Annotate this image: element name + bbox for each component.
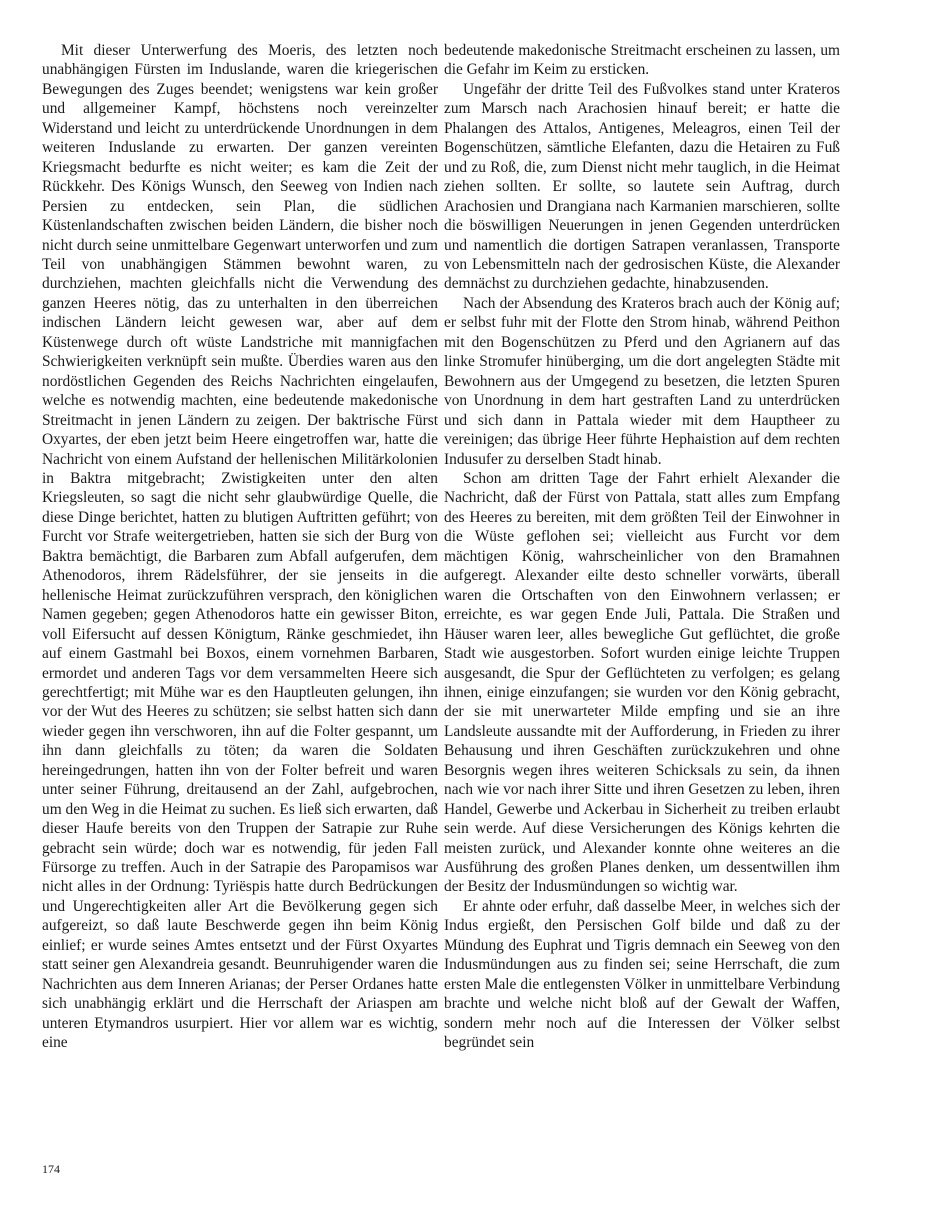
paragraph: Schon am dritten Tage der Fahrt erhielt Alexander die Nachricht, daß der Fürst von Pattala, statt alles zum Empfang des Heeres zu bereiten, mit dem größten Teil der Einwohner in die Wüste geflohen sei; vielleicht aus Furcht vor dem mächtigen König, wahrscheinlicher von den Bramahnen aufgeregt. Alexander eilte desto schneller vorwärts, überall waren die Ortschaften von den Einwohnern verlassen; er erreichte, es war gegen Ende Juli, Pattala. Die Straßen und Häuser waren leer, alles bewegliche Gut geflüchtet, die große Stadt wie ausgestorben. Sofort wurden einige leichte Truppen ausgesandt, die Spur der Geflüchteten zu verfolgen; es gelang ihnen, einige einzufangen; sie wurden vor den König gebracht, der sie mit unerwarteter Milde empfing und sie an ihre Landsleute aussandte mit der Aufforderung, in Frieden zu ihrer Behausung und ihren Geschäften zurückzukehren und ohne Besorgnis wegen ihres weiteren Schicksals zu sein, da ihnen nach wie vor nach ihrer Sitte und ihren Gesetzen zu leben, ihren Handel, Gewerbe und Ackerbau in Sicherheit zu treiben erlaubt sein werde. Auf diese Versicherungen des Königs kehrten die meisten zurück, und Alexander konnte ohne weiteres an die Ausführung des großen Planes denken, um dessentwillen ihm der Besitz der Indusmündungen so wichtig war. (444, 469, 840, 896)
page-number: 174 (42, 1162, 60, 1176)
paragraph: Ungefähr der dritte Teil des Fußvolkes stand unter Krateros zum Marsch nach Arachosien hinauf bereit; er hatte die Phalangen des Attalos, Antigenes, Meleagros, einen Teil der Bogenschützen, sämtliche Elefanten, dazu die Hetairen zu Fuß und zu Roß, die, zum Dienst nicht mehr tauglich, in die Heimat ziehen sollten. Er sollte, so lautete sein Auftrag, durch Arachosien und Drangiana nach Karmanien marschieren, sollte die böswilligen Neuerungen in jenen Gegenden unterdrücken und namentlich die dortigen Satrapen veranlassen, Transporte von Lebensmitteln nach der gedrosischen Küste, die Alexander demnächst zu durchziehen gedachte, hinabzusenden. (444, 80, 840, 293)
paragraph: Nach der Absendung des Krateros brach auch der König auf; er selbst fuhr mit der Flotte den Strom hinab, während Peithon mit den Bogenschützen zu Pferd und den Agrianern auf das linke Stromufer hinüberging, um die dort angelegten Städte mit Bewohnern aus der Umgegend zu besetzen, die letzten Spuren von Unordnung in dem hart gestraften Land zu unterdrücken und sich dann in Pattala wieder mit dem Hauptheer zu vereinigen; das übrige Heer führte Hephaistion auf dem rechten Indusufer zu derselben Stadt hinab. (444, 294, 840, 468)
right-column (444, 41, 840, 1053)
left-column (42, 41, 438, 1053)
paragraph: Mit dieser Unterwerfung des Moeris, des letzten noch unabhängigen Fürsten im Induslande, waren die kriegerischen Bewegungen des Zuges beendet; wenigstens war kein großer und allgemeiner Kampf, höchstens noch vereinzelter Widerstand und leicht zu unterdrückende Unordnungen in dem weiteren Induslande zu erwarten. Der ganzen vereinten Kriegsmacht bedurfte es nicht weiter; es kam die Zeit der Rückkehr. Des Königs Wunsch, den Seeweg von Indien nach Persien zu entdecken, sein Plan, die südlichen Küstenlandschaften zwischen beiden Ländern, die bisher noch nicht durch seine unmittelbare Gegenwart unterworfen und zum Teil von unabhängigen Stämmen bewohnt waren, zu durchziehen, machten gleichfalls nicht die Verwendung des ganzen Heeres nötig, das zu unterhalten in den überreichen indischen Ländern leicht gewesen war, aber auf dem Küstenwege durch oft wüste Landstriche mit mannigfachen Schwierigkeiten verknüpft sein mußte. Überdies waren aus den nordöstlichen Gegenden des Reichs Nachrichten eingelaufen, welche es notwendig machten, eine bedeutende makedonische Streitmacht in jenen Ländern zu zeigen. Der baktrische Fürst Oxyartes, der eben jetzt beim Heere eingetroffen war, hatte die Nachricht von einem Aufstand der hellenischen Militärkolonien in Baktra mitgebracht; Zwistigkeiten unter den alten Kriegsleuten, so sagt die nicht sehr glaubwürdige Quelle, die diese Dinge berichtet, hatten zu blutigen Auftritten geführt; von Furcht vor Strafe weitergetrieben, hatten sie sich der Burg von Baktra bemächtigt, die Barbaren zum Abfall aufgerufen, dem Athenodoros, ihrem Rädelsführer, der sie jenseits in die hellenische Heimat zurückzuführen versprach, den königlichen Namen gegeben; gegen Athenodoros hatte ein gewisser Biton, voll Eifersucht auf dessen Königtum, Ränke geschmiedet, ihn auf einem Gastmahl bei Boxos, einem vornehmen Barbaren, ermordet und anderen Tags vor dem versammelten Heere sich gerechtfertigt; mit Mühe war es den Hauptleuten gelungen, ihn vor der Wut des Heeres zu schützen; sie selbst hatten sich dann wieder gegen ihn verschworen, ihn auf die Folter gespannt, um ihn dann gleichfalls zu töten; da waren die Soldaten hereingedrungen, hatten ihn von der Folter befreit und waren unter seiner Führung, dreitausend an der Zahl, aufgebrochen, um den Weg in die Heimat zu suchen. Es ließ sich erwarten, daß dieser Haufe bereits von den Truppen der Satrapie zur Ruhe gebracht sein würde; doch war es notwendig, für jeden Fall Fürsorge zu treffen. Auch in der Satrapie des Paropamisos war nicht alles in der Ordnung: Tyriëspis hatte durch Bedrückungen und Ungerechtigkeiten aller Art die Bevölkerung gegen sich aufgereizt, so daß laute Beschwerde gegen ihn beim König einlief; er wurde seines Amtes entsetzt und der Fürst Oxyartes statt seiner gen Alexandreia gesandt. Beunruhigender waren die Nachrichten aus dem Inneren Arianas; der Perser Ordanes hatte sich unabhängig erklärt und die Herrschaft der Ariaspen am unteren Etymandros usurpiert. Hier vor allem war es wichtig, eine (42, 42, 438, 1052)
paragraph: Er ahnte oder erfuhr, daß dasselbe Meer, in welches sich der Indus ergießt, den Persischen Golf bilde und daß zu der Mündung des Euphrat und Tigris demnach ein Seeweg von den Indusmündungen aus zu finden sei; seine Herrschaft, die zum ersten Male die entlegensten Völker in unmittelbare Verbindung brachte und welche nicht bloß auf der Gewalt der Waffen, sondern mehr noch auf die Interessen der Völker selbst begründet sein (444, 897, 840, 1052)
paragraph-continued: bedeutende makedonische Streitmacht erscheinen zu lassen, um die Gefahr im Keim zu ersticken. (444, 42, 840, 79)
